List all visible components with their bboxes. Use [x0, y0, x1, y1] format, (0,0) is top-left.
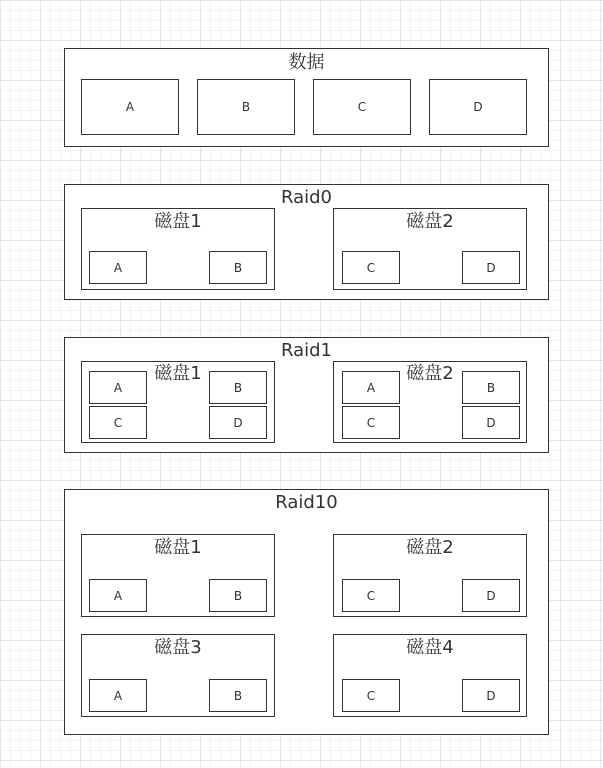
- raid0-disk1: [81, 208, 275, 290]
- raid10-disk3-block-b: B: [209, 679, 267, 712]
- raid0-container: [64, 184, 549, 300]
- raid0-disk1-block-b: B: [209, 251, 267, 284]
- raid1-disk1-block-b: B: [209, 371, 267, 404]
- raid1-disk1: [81, 361, 275, 443]
- raid10-disk1-block-b: B: [209, 579, 267, 612]
- raid1-disk1-title: 磁盘1: [154, 363, 202, 384]
- raid10-disk3-title: 磁盘3: [154, 637, 202, 658]
- raid1-disk2-block-a: A: [342, 371, 400, 404]
- data-block-b: B: [197, 79, 295, 135]
- raid0-disk2-block-c: C: [342, 251, 400, 284]
- data-block-c: C: [313, 79, 411, 135]
- data-title: 数据: [288, 52, 325, 73]
- raid10-disk4-block-c: C: [342, 679, 400, 712]
- data-block-a: A: [81, 79, 179, 135]
- raid10-disk4-title: 磁盘4: [406, 637, 454, 658]
- raid0-disk2: [333, 208, 527, 290]
- raid10-disk2-block-d: D: [462, 579, 520, 612]
- raid10-disk3: [81, 634, 275, 717]
- raid10-disk2: [333, 534, 527, 617]
- raid1-disk2-block-c: C: [342, 406, 400, 439]
- raid1-title: Raid1: [280, 340, 333, 361]
- data-container: [64, 48, 549, 147]
- raid1-disk2: [333, 361, 527, 443]
- raid1-disk1-block-d: D: [209, 406, 267, 439]
- raid0-title: Raid0: [280, 187, 333, 208]
- raid10-disk3-block-a: A: [89, 679, 147, 712]
- raid10-disk2-block-c: C: [342, 579, 400, 612]
- raid1-disk2-block-b: B: [462, 371, 520, 404]
- raid1-disk2-title: 磁盘2: [406, 363, 454, 384]
- raid10-disk4-block-d: D: [462, 679, 520, 712]
- raid10-disk1: [81, 534, 275, 617]
- raid1-disk1-block-c: C: [89, 406, 147, 439]
- raid1-disk2-block-d: D: [462, 406, 520, 439]
- raid10-disk1-title: 磁盘1: [154, 537, 202, 558]
- raid1-disk1-block-a: A: [89, 371, 147, 404]
- raid0-disk2-block-d: D: [462, 251, 520, 284]
- raid10-title: Raid10: [275, 492, 338, 513]
- raid0-disk1-title: 磁盘1: [154, 211, 202, 232]
- raid1-container: [64, 337, 549, 453]
- raid10-disk1-block-a: A: [89, 579, 147, 612]
- raid10-container: [64, 489, 549, 735]
- raid10-disk2-title: 磁盘2: [406, 537, 454, 558]
- raid10-disk4: [333, 634, 527, 717]
- raid0-disk2-title: 磁盘2: [406, 211, 454, 232]
- raid0-disk1-block-a: A: [89, 251, 147, 284]
- data-block-d: D: [429, 79, 527, 135]
